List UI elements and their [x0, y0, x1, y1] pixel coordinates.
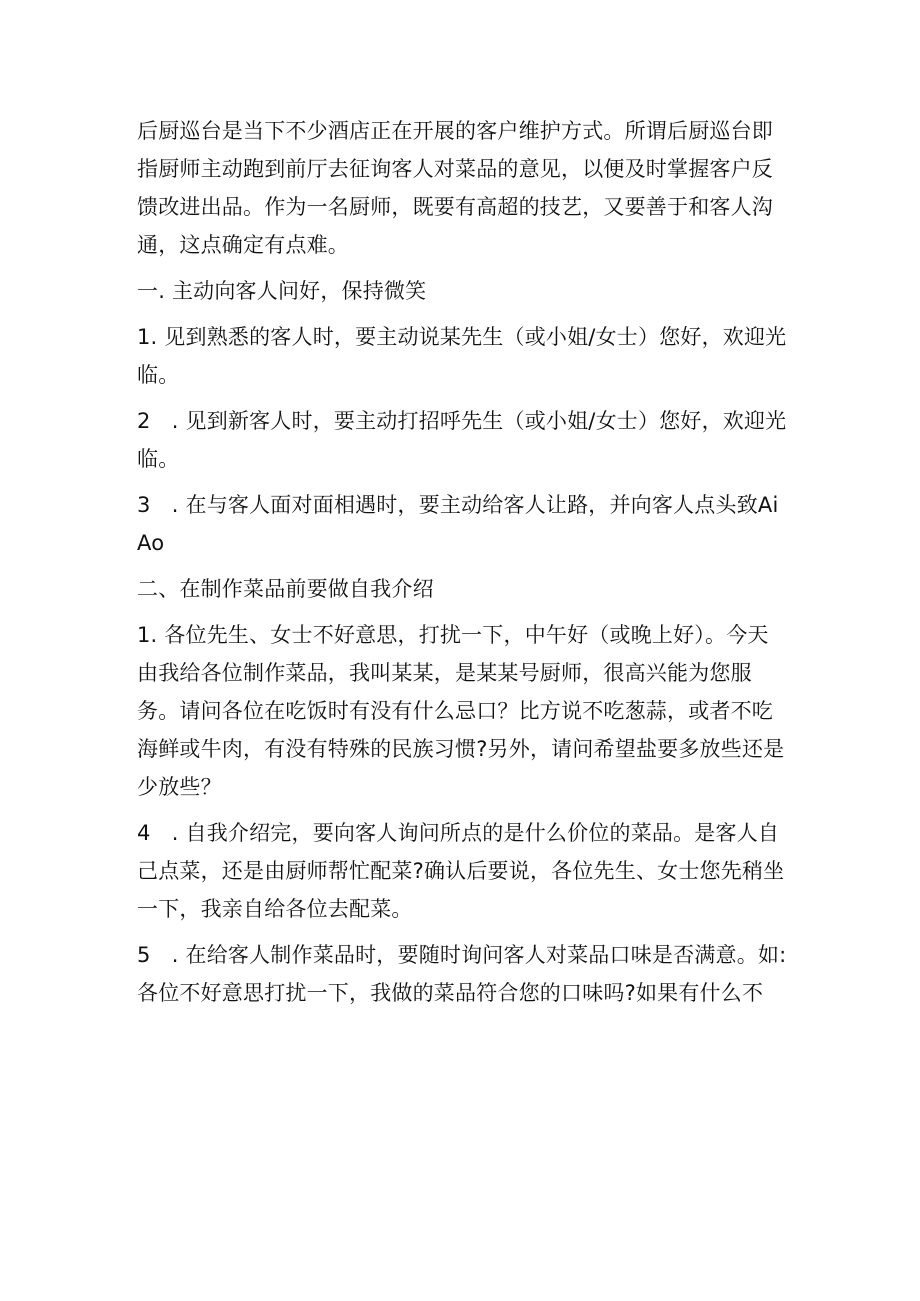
list-item: 1. 见到熟悉的客人时，要主动说某先生（或小姐/女士）您好，欢迎光临。 [137, 325, 787, 387]
list-item: 3 . 在与客人面对面相遇时，要主动给客人让路，并向客人点头致Ai Ao [137, 493, 779, 555]
list-item: 1. 各位先生、女士不好意思，打扰一下，中午好（或晚上好）。今天由我给各位制作菜品，我叫某某，是某某号厨师，很高兴能为您服务。请问各位在吃饭时有没有什么忌口？比方说不吃葱蒜，或者不吃海鲜或牛肉，有没有特殊的民族习惯?另外，请问希望盐要多放些还是少放些？ [137, 623, 785, 799]
document-body [137, 112, 787, 1020]
intro-paragraph: 后厨巡台是当下不少酒店正在开展的客户维护方式。所谓后厨巡台即指厨师主动跑到前厅去征询客人对菜品的意见，以便及时掌握客户反馈改进出品。作为一名厨师，既要有高超的技艺，又要善于和客人沟通，这点确定有点难。 [137, 119, 773, 257]
list-item: 4 . 自我介绍完，要向客人询问所点的是什么价位的菜品。是客人自己点菜，还是由厨师帮忙配菜?确认后要说，各位先生、女士您先稍坐一下，我亲自给各位去配菜。 [137, 821, 785, 921]
list-item: 2 . 见到新客人时，要主动打招呼先生（或小姐/女士）您好，欢迎光临。 [137, 409, 787, 471]
section-heading-1: 一. 主动向客人问好，保持微笑 [137, 279, 427, 303]
section-heading-2: 二、在制作菜品前要做自我介绍 [137, 577, 434, 601]
list-item: 5 . 在给客人制作菜品时，要随时询问客人对菜品口味是否满意。如:各位不好意思打扰一下，我做的菜品符合您的口味吗?如果有什么不 [137, 943, 787, 1005]
